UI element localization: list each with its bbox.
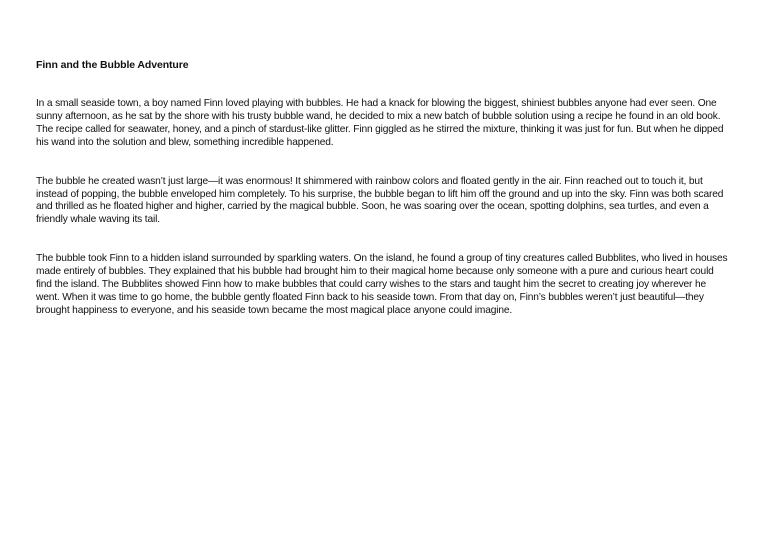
paragraph-2: The bubble he created wasn’t just large—it was enormous! It shimmered with rainbow colors and floated gently in the air. Finn reached out to touch it, but instead of popping, the bubble enveloped him completely. To his surprise, the bubble began to lift him off the ground and up into the sky. Finn was both scared and thrilled as he floated higher and higher, carried by the magical bubble. Soon, he was soaring over the ocean, spotting dolphins, sea turtles, and even a friendly whale waving its tail. [36, 175, 724, 226]
document-page [36, 58, 730, 344]
document-title: Finn and the Bubble Adventure [36, 59, 189, 71]
paragraph-1: In a small seaside town, a boy named Finn loved playing with bubbles. He had a knack for blowing the biggest, shiniest bubbles anyone had ever seen. One sunny afternoon, as he sat by the shore with his trusty bubble wand, he decided to mix a new batch of bubble solution using a recipe he found in an old book. The recipe called for seawater, honey, and a pinch of stardust-like glitter. Finn giggled as he stirred the mixture, thinking it was just for fun. But when he dipped his wand into the solution and blew, something incredible happened. [36, 98, 724, 148]
paragraph-3: The bubble took Finn to a hidden island surrounded by sparkling waters. On the island, he found a group of tiny creatures called Bubblites, who lived in houses made entirely of bubbles. They explained that his bubble had brought him to their magical home because only someone with a pure and curious heart could find the island. The Bubblites showed Finn how to make bubbles that could carry wishes to the stars and taught him the secret to creating joy wherever he went. When it was time to go home, the bubble gently floated Finn back to his seaside town. From that day on, Finn’s bubbles weren’t just beautiful—they brought happiness to everyone, and his seaside town became the most magical place anyone could imagine. [36, 253, 728, 316]
